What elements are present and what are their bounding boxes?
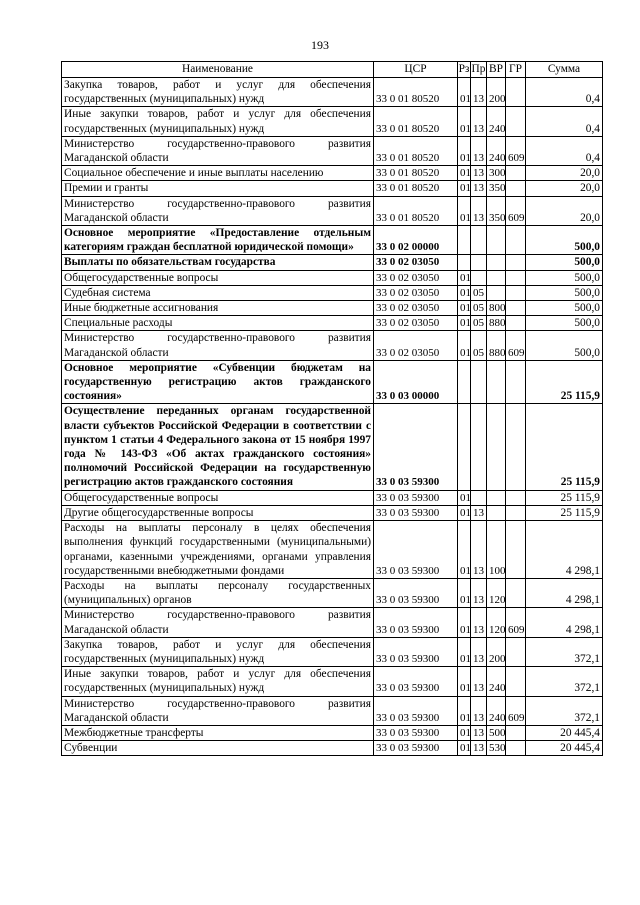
row-gr: 609 — [506, 136, 526, 165]
row-rz: 01 — [458, 270, 471, 285]
header-pr: Пр — [471, 62, 487, 78]
row-name: Закупка товаров, работ и услуг для обеспечения государственных (муниципальных) нужд — [62, 78, 374, 107]
row-rz: 01 — [458, 667, 471, 696]
row-pr — [471, 226, 487, 255]
row-rz: 01 — [458, 107, 471, 136]
row-vr — [487, 404, 506, 490]
row-name: Министерство государственно-правового развития Магаданской области — [62, 608, 374, 637]
row-csr: 33 0 02 03050 — [374, 285, 458, 300]
row-vr — [487, 255, 506, 270]
row-sum: 372,1 — [526, 637, 603, 666]
row-csr: 33 0 01 80520 — [374, 107, 458, 136]
row-pr: 05 — [471, 285, 487, 300]
row-pr: 13 — [471, 741, 487, 756]
row-vr — [487, 270, 506, 285]
row-vr — [487, 505, 506, 520]
row-gr: 609 — [506, 196, 526, 225]
row-gr — [506, 255, 526, 270]
row-vr: 120 — [487, 578, 506, 607]
row-gr — [506, 107, 526, 136]
row-rz: 01 — [458, 136, 471, 165]
row-sum: 0,4 — [526, 78, 603, 107]
row-sum: 4 298,1 — [526, 521, 603, 579]
header-csr: ЦСР — [374, 62, 458, 78]
row-csr: 33 0 02 03050 — [374, 316, 458, 331]
row-pr: 13 — [471, 196, 487, 225]
page-number: 193 — [311, 38, 329, 52]
row-rz: 01 — [458, 196, 471, 225]
row-vr: 240 — [487, 107, 506, 136]
row-pr: 13 — [471, 78, 487, 107]
header-gr: ГР — [506, 62, 526, 78]
row-rz: 01 — [458, 608, 471, 637]
row-pr: 13 — [471, 667, 487, 696]
row-vr: 880 — [487, 316, 506, 331]
row-csr: 33 0 02 00000 — [374, 226, 458, 255]
row-name: Субвенции — [62, 741, 374, 756]
row-gr — [506, 181, 526, 196]
row-pr: 13 — [471, 725, 487, 740]
table-row — [62, 404, 603, 490]
table-row — [62, 608, 603, 637]
table-row — [62, 505, 603, 520]
row-csr: 33 0 01 80520 — [374, 136, 458, 165]
row-name: Судебная система — [62, 285, 374, 300]
table-row — [62, 521, 603, 579]
row-rz: 01 — [458, 285, 471, 300]
row-vr: 530 — [487, 741, 506, 756]
row-name: Иные закупки товаров, работ и услуг для обеспечения государственных (муниципальных) нужд — [62, 107, 374, 136]
table-row — [62, 136, 603, 165]
row-name: Министерство государственно-правового развития Магаданской области — [62, 696, 374, 725]
row-sum: 25 115,9 — [526, 490, 603, 505]
row-csr: 33 0 01 80520 — [374, 196, 458, 225]
row-pr — [471, 490, 487, 505]
row-sum: 25 115,9 — [526, 360, 603, 404]
row-sum: 500,0 — [526, 270, 603, 285]
row-sum: 500,0 — [526, 331, 603, 360]
row-vr: 240 — [487, 696, 506, 725]
row-sum: 20,0 — [526, 166, 603, 181]
row-sum: 0,4 — [526, 107, 603, 136]
row-csr: 33 0 03 59300 — [374, 505, 458, 520]
row-sum: 20,0 — [526, 196, 603, 225]
table-row — [62, 316, 603, 331]
row-vr — [487, 360, 506, 404]
row-pr — [471, 270, 487, 285]
row-name: Межбюджетные трансферты — [62, 725, 374, 740]
row-pr: 05 — [471, 316, 487, 331]
row-csr: 33 0 03 59300 — [374, 725, 458, 740]
row-rz: 01 — [458, 725, 471, 740]
row-name: Закупка товаров, работ и услуг для обеспечения государственных (муниципальных) нужд — [62, 637, 374, 666]
table-row — [62, 166, 603, 181]
table-header — [62, 62, 603, 78]
row-pr: 13 — [471, 136, 487, 165]
row-csr: 33 0 03 59300 — [374, 667, 458, 696]
row-csr: 33 0 02 03050 — [374, 255, 458, 270]
table-row — [62, 285, 603, 300]
row-gr — [506, 360, 526, 404]
row-pr — [471, 404, 487, 490]
row-sum: 0,4 — [526, 136, 603, 165]
row-rz: 01 — [458, 181, 471, 196]
row-rz — [458, 226, 471, 255]
row-vr: 100 — [487, 521, 506, 579]
row-gr: 609 — [506, 696, 526, 725]
row-pr: 05 — [471, 331, 487, 360]
row-name: Общегосударственные вопросы — [62, 270, 374, 285]
row-name: Расходы на выплаты персоналу в целях обеспечения выполнения функций государственными (муниципальными) органами, казенными учреждениями, органами управления государственными внебюджетными фондами — [62, 521, 374, 579]
table-row — [62, 107, 603, 136]
row-name: Основное мероприятие «Предоставление отдельным категориям граждан бесплатной юридической помощи» — [62, 226, 374, 255]
row-name: Расходы на выплаты персоналу государственных (муниципальных) органов — [62, 578, 374, 607]
row-gr — [506, 637, 526, 666]
row-sum: 20 445,4 — [526, 741, 603, 756]
row-sum: 500,0 — [526, 285, 603, 300]
header-row — [62, 62, 603, 78]
table-row — [62, 196, 603, 225]
row-pr: 13 — [471, 578, 487, 607]
row-rz: 01 — [458, 521, 471, 579]
row-vr — [487, 226, 506, 255]
row-name: Министерство государственно-правового развития Магаданской области — [62, 136, 374, 165]
row-csr: 33 0 03 59300 — [374, 608, 458, 637]
row-csr: 33 0 03 59300 — [374, 404, 458, 490]
table-row — [62, 255, 603, 270]
row-csr: 33 0 03 59300 — [374, 696, 458, 725]
row-csr: 33 0 01 80520 — [374, 78, 458, 107]
row-name: Министерство государственно-правового развития Магаданской области — [62, 196, 374, 225]
row-rz: 01 — [458, 505, 471, 520]
row-csr: 33 0 03 59300 — [374, 578, 458, 607]
row-name: Выплаты по обязательствам государства — [62, 255, 374, 270]
row-csr: 33 0 03 00000 — [374, 360, 458, 404]
row-pr: 13 — [471, 166, 487, 181]
row-name: Осуществление переданных органам государственной власти субъектов Российской Федерации в соответствии с пунктом 1 статьи 4 Федерального закона от 15 ноября 1997 года № 143-ФЗ «Об актах гражданского состояния» полномочий Российской Федерации на государственную регистрацию актов гражданского состояния — [62, 404, 374, 490]
row-name: Общегосударственные вопросы — [62, 490, 374, 505]
header-rz: Рз — [458, 62, 471, 78]
row-rz: 01 — [458, 78, 471, 107]
row-sum: 500,0 — [526, 226, 603, 255]
row-gr — [506, 404, 526, 490]
row-vr: 240 — [487, 136, 506, 165]
row-vr: 500 — [487, 725, 506, 740]
row-sum: 4 298,1 — [526, 608, 603, 637]
row-rz: 01 — [458, 316, 471, 331]
budget-table — [61, 61, 603, 756]
row-vr: 120 — [487, 608, 506, 637]
row-csr: 33 0 03 59300 — [374, 490, 458, 505]
row-name: Социальное обеспечение и иные выплаты населению — [62, 166, 374, 181]
row-name: Иные бюджетные ассигнования — [62, 301, 374, 316]
row-csr: 33 0 03 59300 — [374, 521, 458, 579]
table-row — [62, 331, 603, 360]
row-csr: 33 0 01 80520 — [374, 181, 458, 196]
header-name: Наименование — [62, 62, 374, 78]
table-row — [62, 270, 603, 285]
row-rz: 01 — [458, 331, 471, 360]
row-pr — [471, 255, 487, 270]
table-row — [62, 181, 603, 196]
row-sum: 372,1 — [526, 696, 603, 725]
table-row — [62, 741, 603, 756]
row-pr: 05 — [471, 301, 487, 316]
row-vr: 240 — [487, 667, 506, 696]
table-row — [62, 637, 603, 666]
row-gr — [506, 578, 526, 607]
header-sum: Сумма — [526, 62, 603, 78]
row-sum: 500,0 — [526, 301, 603, 316]
row-name: Министерство государственно-правового развития Магаданской области — [62, 331, 374, 360]
row-rz: 01 — [458, 741, 471, 756]
row-gr — [506, 741, 526, 756]
header-vr: ВР — [487, 62, 506, 78]
row-gr — [506, 301, 526, 316]
row-sum: 500,0 — [526, 316, 603, 331]
row-vr: 350 — [487, 196, 506, 225]
row-gr — [506, 505, 526, 520]
row-rz — [458, 360, 471, 404]
table-row — [62, 578, 603, 607]
row-csr: 33 0 03 59300 — [374, 741, 458, 756]
row-gr — [506, 490, 526, 505]
row-vr — [487, 285, 506, 300]
row-csr: 33 0 02 03050 — [374, 301, 458, 316]
row-rz: 01 — [458, 301, 471, 316]
row-gr — [506, 226, 526, 255]
row-vr: 200 — [487, 78, 506, 107]
row-rz: 01 — [458, 696, 471, 725]
table-row — [62, 78, 603, 107]
row-pr — [471, 360, 487, 404]
table-row — [62, 490, 603, 505]
row-csr: 33 0 02 03050 — [374, 331, 458, 360]
row-vr — [487, 490, 506, 505]
row-rz: 01 — [458, 578, 471, 607]
row-name: Специальные расходы — [62, 316, 374, 331]
row-csr: 33 0 01 80520 — [374, 166, 458, 181]
row-pr: 13 — [471, 637, 487, 666]
table-row — [62, 696, 603, 725]
row-sum: 500,0 — [526, 255, 603, 270]
row-rz: 01 — [458, 637, 471, 666]
row-pr: 13 — [471, 107, 487, 136]
table-row — [62, 667, 603, 696]
row-gr — [506, 521, 526, 579]
row-vr: 350 — [487, 181, 506, 196]
row-gr — [506, 166, 526, 181]
table-row — [62, 301, 603, 316]
row-gr — [506, 78, 526, 107]
row-gr — [506, 667, 526, 696]
row-name: Основное мероприятие «Субвенции бюджетам на государственную регистрацию актов гражданского состояния» — [62, 360, 374, 404]
row-sum: 4 298,1 — [526, 578, 603, 607]
row-pr: 13 — [471, 696, 487, 725]
row-gr: 609 — [506, 331, 526, 360]
row-pr: 13 — [471, 505, 487, 520]
row-sum: 20 445,4 — [526, 725, 603, 740]
row-gr — [506, 725, 526, 740]
row-name: Другие общегосударственные вопросы — [62, 505, 374, 520]
row-sum: 20,0 — [526, 181, 603, 196]
row-vr: 880 — [487, 331, 506, 360]
row-rz: 01 — [458, 490, 471, 505]
row-vr: 300 — [487, 166, 506, 181]
row-rz — [458, 255, 471, 270]
row-gr: 609 — [506, 608, 526, 637]
table-row — [62, 725, 603, 740]
row-pr: 13 — [471, 181, 487, 196]
row-rz: 01 — [458, 166, 471, 181]
row-gr — [506, 316, 526, 331]
row-gr — [506, 285, 526, 300]
row-csr: 33 0 03 59300 — [374, 637, 458, 666]
row-name: Иные закупки товаров, работ и услуг для обеспечения государственных (муниципальных) нужд — [62, 667, 374, 696]
row-pr: 13 — [471, 521, 487, 579]
row-csr: 33 0 02 03050 — [374, 270, 458, 285]
table-body — [62, 78, 603, 756]
row-rz — [458, 404, 471, 490]
row-sum: 372,1 — [526, 667, 603, 696]
row-name: Премии и гранты — [62, 181, 374, 196]
table-row — [62, 226, 603, 255]
row-vr: 200 — [487, 637, 506, 666]
table-row — [62, 360, 603, 404]
row-sum: 25 115,9 — [526, 505, 603, 520]
row-sum: 25 115,9 — [526, 404, 603, 490]
row-vr: 800 — [487, 301, 506, 316]
row-pr: 13 — [471, 608, 487, 637]
row-gr — [506, 270, 526, 285]
